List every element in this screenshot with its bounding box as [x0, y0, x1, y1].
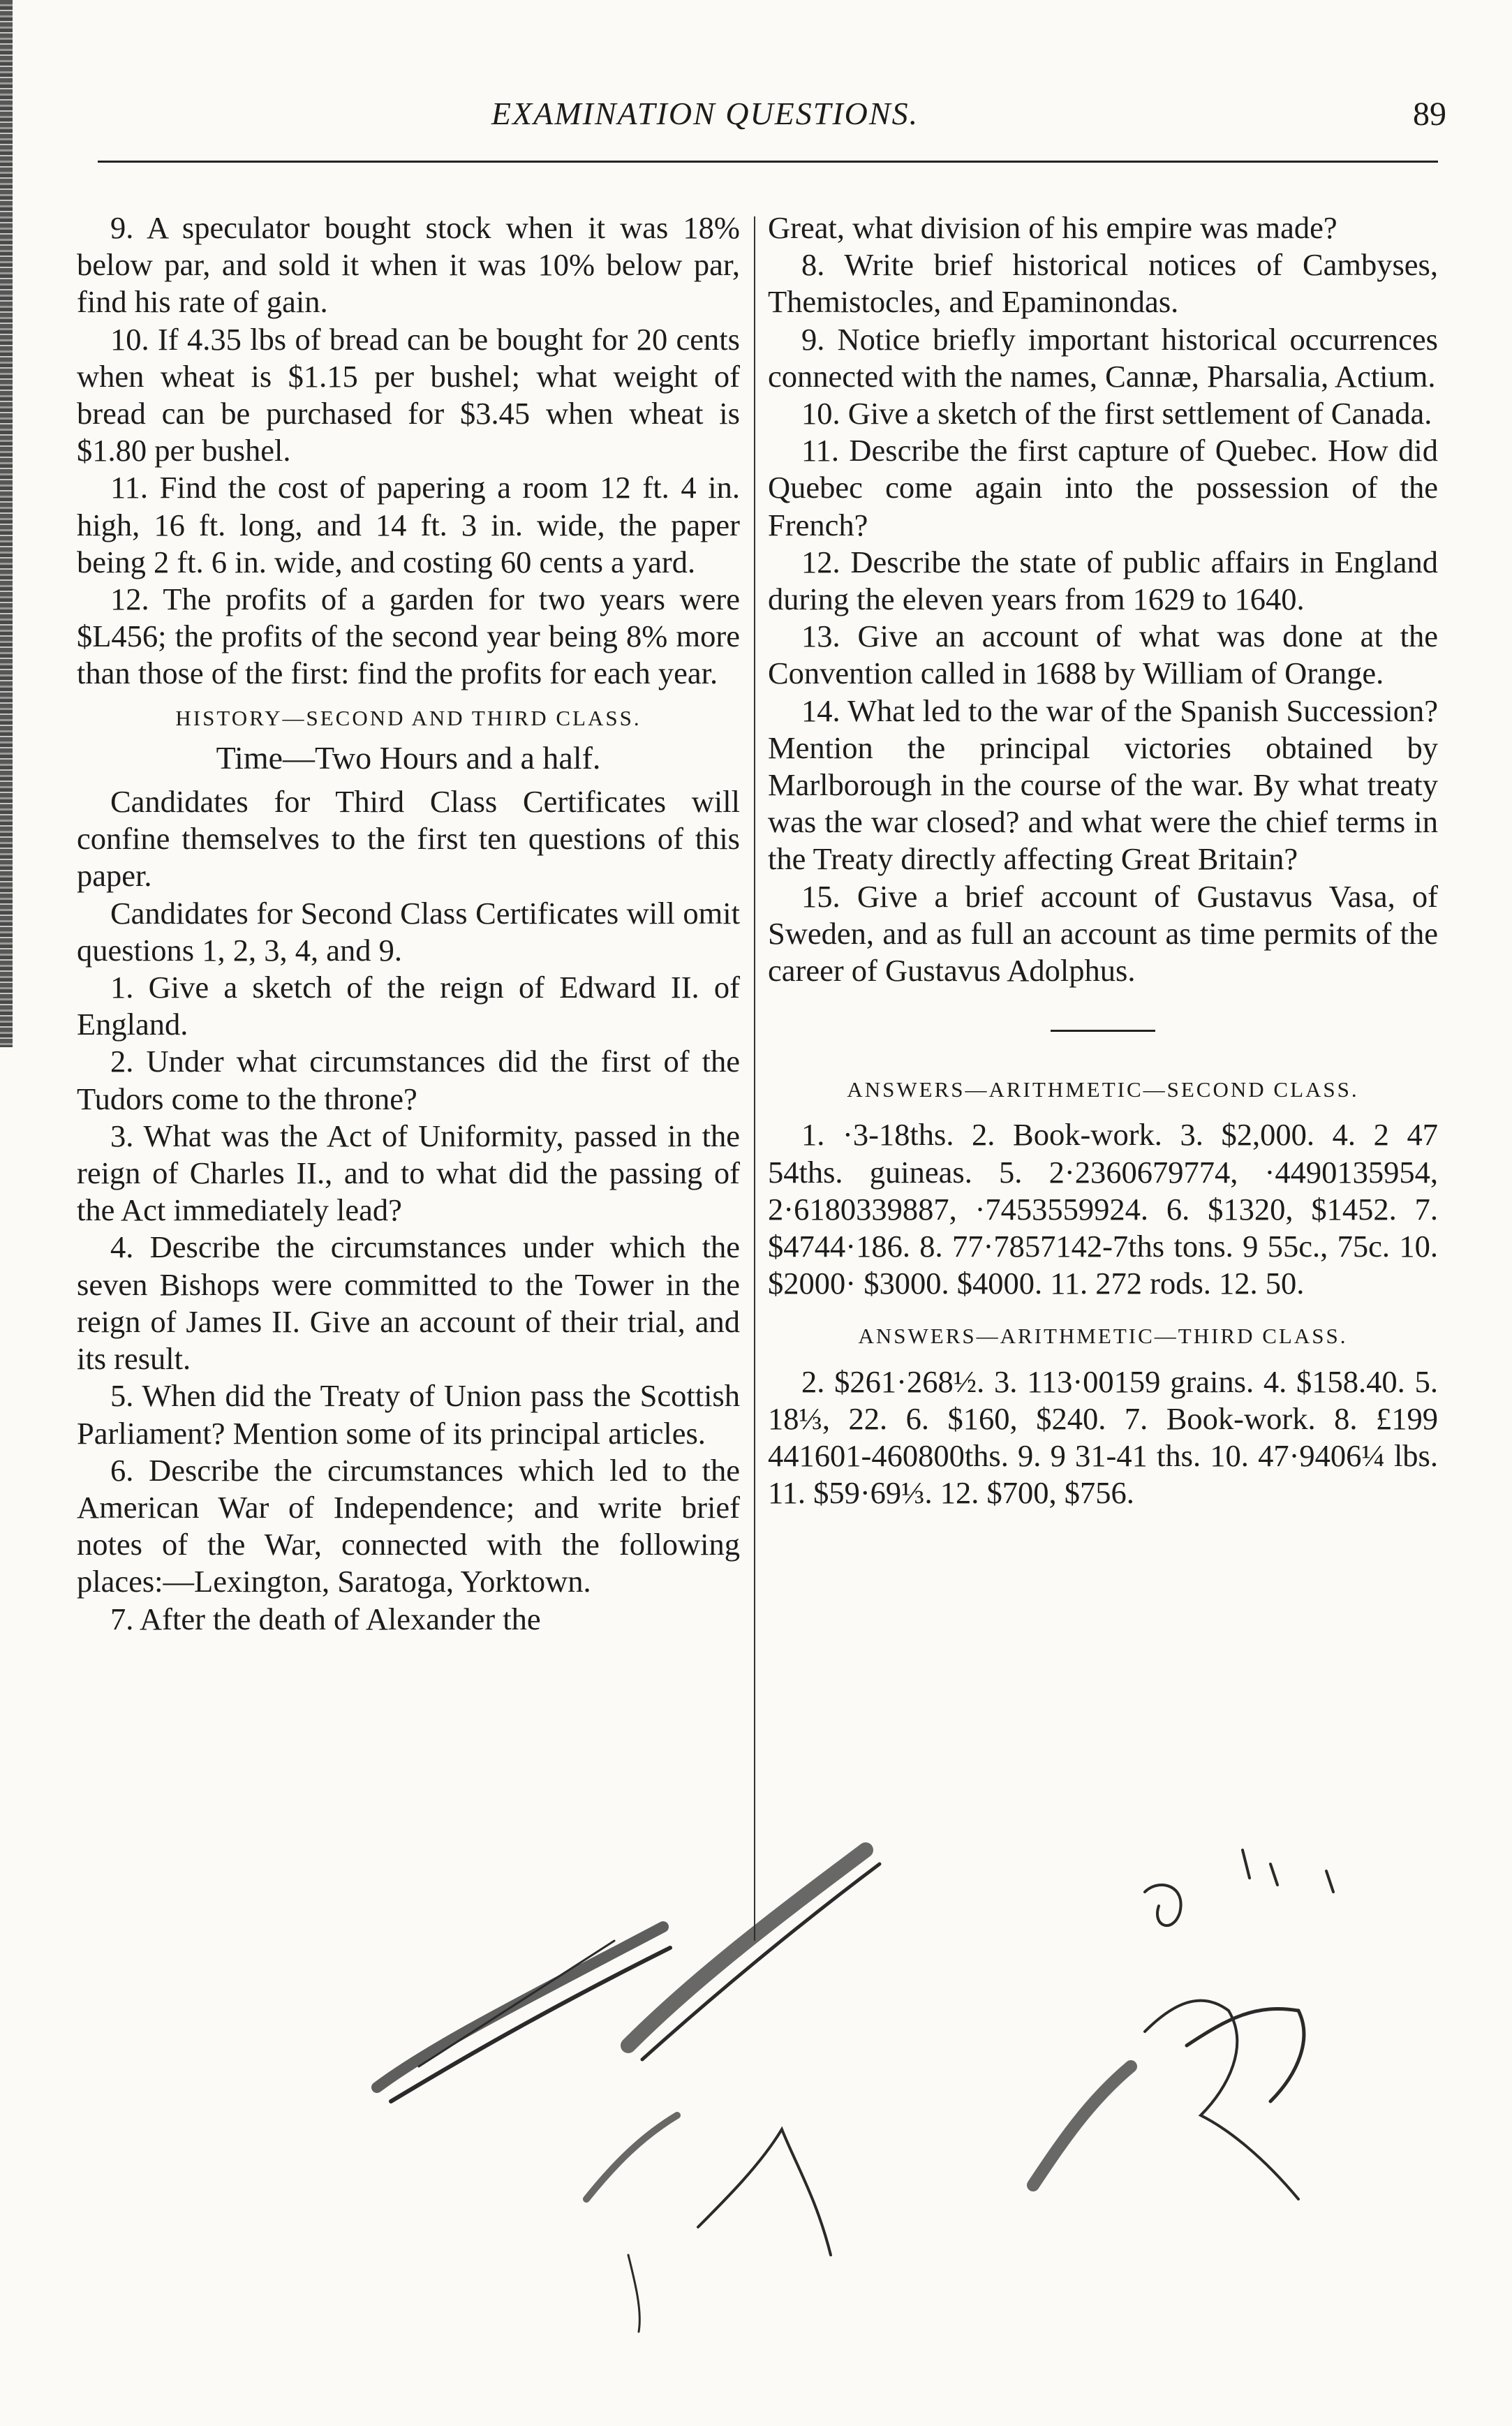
question-history-3: 3. What was the Act of Uniformity, passed in the reign of Charles II., and to what did the passing of the Act immediately lead?	[77, 1118, 740, 1228]
question-arith-11: 11. Find the cost of papering a room 12 ft. 4 in. high, 16 ft. long, and 14 ft. 3 in. wide, the paper being 2 ft. 6 in. wide, and costing 60 cents a yard.	[77, 470, 740, 579]
question-history-14: 14. What led to the war of the Spanish Succession? Mention the principal victories obtained by Marlborough in the course of the war. By what treaty was the war closed? and what were the chief terms in the Treaty directly affecting Great Britain?	[768, 693, 1438, 877]
question-history-10: 10. Give a sketch of the first settlement of Canada.	[801, 396, 1432, 431]
right-column	[768, 209, 1438, 1512]
answers-second-class: 1. ·3-18ths. 2. Book-work. 3. $2,000. 4. 2 47 54ths. guineas. 5. 2·2360679774, ·4490135954, 2·6180339887, ·7453559924. 6. $1320, $1452. 7. $4744·186. 8. 77·7857142-7ths tons. 9 55c., 75c. 10. $2000· $3000. $4000. 11. 272 rods. 12. 50.	[768, 1117, 1438, 1301]
column-divider	[754, 216, 755, 1941]
question-arith-10: 10. If 4.35 lbs of bread can be bought for 20 cents when wheat is $1.15 per bushel; what weight of bread can be purchased for $3.45 when wheat is $1.80 per bushel.	[77, 321, 740, 468]
instruction-second-class: Candidates for Second Class Certificates will omit questions 1, 2, 3, 4, and 9.	[77, 895, 740, 968]
history-heading: HISTORY—SECOND AND THIRD CLASS.	[175, 705, 642, 730]
question-arith-9: 9. A speculator bought stock when it was 18% below par, and sold it when it was 10% below par, find his rate of gain.	[77, 210, 740, 320]
question-history-9: 9. Notice briefly important historical occurrences connected with the names, Cannæ, Pharsalia, Actium.	[768, 321, 1438, 394]
answers-third-class-heading: ANSWERS—ARITHMETIC—THIRD CLASS.	[858, 1324, 1348, 1349]
header-rule	[98, 161, 1438, 163]
question-history-1: 1. Give a sketch of the reign of Edward II. of England.	[77, 970, 740, 1042]
question-history-11: 11. Describe the first capture of Quebec. How did Quebec come again into the possession of the French?	[768, 433, 1438, 542]
instruction-third-class: Candidates for Third Class Certificates will confine themselves to the first ten questions of this paper.	[77, 784, 740, 894]
scanned-binding-edge	[0, 0, 13, 1047]
running-head: EXAMINATION QUESTIONS.	[491, 96, 919, 131]
page-header	[77, 91, 1452, 147]
history-time-allowed: Time—Two Hours and a half.	[216, 739, 601, 776]
handwritten-scribbles	[0, 1836, 1512, 2339]
question-history-5: 5. When did the Treaty of Union pass the Scottish Parliament? Mention some of its principal articles.	[77, 1378, 740, 1451]
question-history-6: 6. Describe the circumstances which led to the American War of Independence; and write brief notes of the War, connected with the following places:—Lexington, Saratoga, Yorktown.	[77, 1452, 740, 1599]
answers-third-class: 2. $261·268½. 3. 113·00159 grains. 4. $158.40. 5. 18⅓, 22. 6. $160, $240. 7. Book-work. 8. £199 441601-460800ths. 9. 9 31-41 ths. 10. 47·9406¼ lbs. 11. $59·69⅓. 12. $700, $756.	[768, 1363, 1438, 1511]
page-number: 89	[1413, 96, 1446, 133]
section-rule	[1051, 1030, 1155, 1032]
left-column	[77, 209, 740, 1638]
question-history-2: 2. Under what circumstances did the first of the Tudors come to the throne?	[77, 1044, 740, 1116]
question-history-7-end: Great, what division of his empire was made?	[768, 210, 1337, 245]
question-history-15: 15. Give a brief account of Gustavus Vasa, of Sweden, and as full an account as time permits of the career of Gustavus Adolphus.	[768, 878, 1438, 989]
question-history-4: 4. Describe the circumstances under which the seven Bishops were committed to the Tower in the reign of James II. Give an account of their trial, and its result.	[77, 1229, 740, 1377]
question-history-7-start: 7. After the death of Alexander the	[110, 1601, 541, 1636]
question-history-12: 12. Describe the state of public affairs in England during the eleven years from 1629 to 1640.	[768, 544, 1438, 617]
question-history-13: 13. Give an account of what was done at the Convention called in 1688 by William of Orange.	[768, 619, 1438, 691]
question-history-8: 8. Write brief historical notices of Cambyses, Themistocles, and Epaminondas.	[768, 247, 1438, 320]
answers-second-class-heading: ANSWERS—ARITHMETIC—SECOND CLASS.	[847, 1077, 1359, 1102]
question-arith-12: 12. The profits of a garden for two years were $L456; the profits of the second year being 8% more than those of the first: find the profits for each year.	[77, 582, 740, 691]
